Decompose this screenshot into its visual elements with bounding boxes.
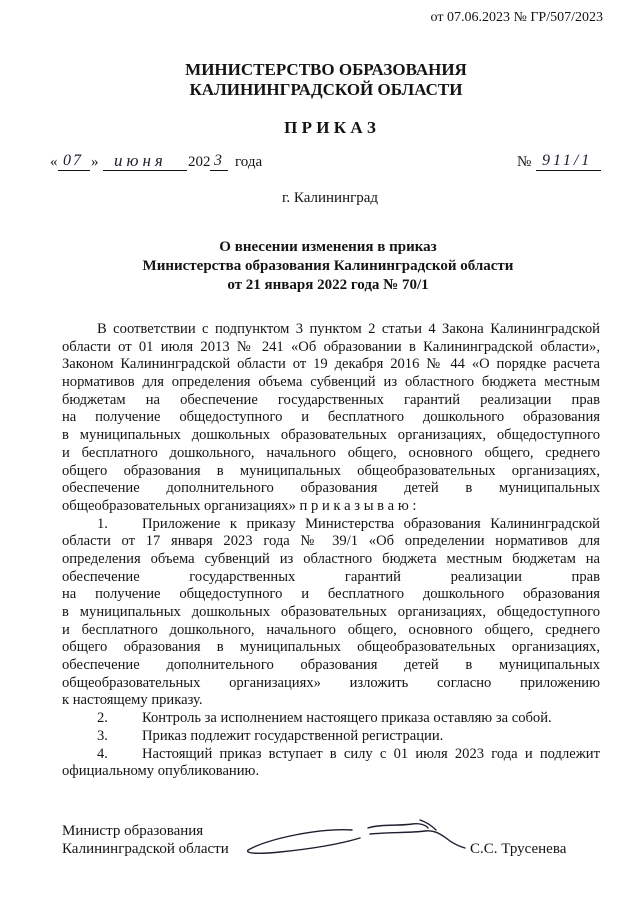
- handwritten-signature: [240, 812, 475, 867]
- preamble-line: общего образования в муниципальных общеобразовательных организациях,: [62, 462, 600, 479]
- preamble-line: обеспечение дополнительного образования детей в муниципальных: [62, 480, 600, 497]
- item-line: обеспечение дополнительного образования детей в муниципальных: [62, 657, 600, 674]
- item-text: Контроль за исполнением настоящего приказа оставляю за собой.: [142, 710, 552, 727]
- order-item: [62, 746, 600, 781]
- date-year-suffix-handwritten: 3: [214, 152, 222, 169]
- item-line: общеобразовательных организациях» изложить согласно приложению: [62, 674, 600, 691]
- fill-in-underline: [58, 170, 90, 171]
- item-text: Настоящий приказ вступает в силу с 01 июля 2023 года и подлежит: [142, 745, 600, 762]
- document-type-heading: П Р И К А З: [284, 118, 376, 137]
- date-close-quote: »: [91, 154, 99, 170]
- title-line: Министерства образования Калининградской области: [142, 258, 514, 274]
- order-item: [62, 516, 600, 711]
- signature-stroke: [368, 824, 428, 828]
- item-line: к настоящему приказу.: [62, 692, 203, 709]
- signature-stroke: [370, 831, 465, 848]
- item-line: общего образования в муниципальных общеобразовательных организациях,: [62, 639, 600, 656]
- item-line: [62, 516, 600, 534]
- item-text: Приказ подлежит государственной регистрации.: [142, 727, 444, 744]
- ministry-header: [50, 60, 602, 100]
- date-open-quote: «: [50, 154, 58, 170]
- document-title: [62, 238, 594, 295]
- item-line: на получение общедоступного и бесплатного дошкольного образования: [62, 586, 600, 603]
- item-number: 4.: [97, 745, 108, 762]
- preamble-line: общеобразовательных организациях» п р и к а з ы в а ю :: [62, 497, 417, 514]
- ministry-name-line-1: МИНИСТЕРСТВО ОБРАЗОВАНИЯ: [185, 60, 467, 79]
- preamble-line: в муниципальных дошкольных образовательных организациях, общедоступного: [62, 427, 600, 444]
- registration-stamp: от 07.06.2023 № ГР/507/2023: [430, 10, 603, 25]
- title-line: О внесении изменения в приказ: [219, 239, 437, 255]
- fill-in-underline: [103, 170, 187, 171]
- title-line: от 21 января 2022 года № 70/1: [227, 277, 429, 293]
- item-line: обеспечение государственных гарантий реализации прав: [62, 568, 600, 585]
- preamble-line: и бесплатного дошкольного, начального общего, основного общего, среднего: [62, 444, 600, 461]
- preamble-line: Законом Калининградской области от 19 декабря 2016 № 44 «О порядке расчета: [62, 356, 600, 373]
- preamble-line: В соответствии с подпунктом 3 пунктом 2 статьи 4 Закона Калининградской: [97, 321, 600, 337]
- item-number: 1.: [97, 515, 108, 532]
- item-line: [62, 746, 600, 764]
- item-line: и бесплатного дошкольного, начального общего, основного общего, среднего: [62, 621, 600, 638]
- item-line: в муниципальных дошкольных образовательных организациях, общедоступного: [62, 604, 600, 620]
- preamble-line: нормативов для определения объема субвенций из областного бюджета местным: [62, 374, 600, 391]
- fill-in-underline: [536, 170, 601, 171]
- date-year-word: года: [235, 154, 263, 170]
- signatory-position-line: Калининградской области: [62, 841, 229, 857]
- signatory-position: [62, 822, 229, 858]
- item-text: Приложение к приказу Министерства образования Калининградской: [142, 515, 600, 532]
- order-item: [62, 710, 600, 728]
- order-number-label: №: [517, 154, 532, 170]
- order-item: [62, 728, 600, 746]
- signatory-position-line: Министр образования: [62, 823, 204, 839]
- preamble-line: бюджетам на обеспечение государственных гарантий реализации прав: [62, 391, 600, 408]
- signature-stroke: [248, 830, 360, 854]
- signatory-name: С.С. Трусенева: [470, 841, 567, 857]
- preamble-line: области от 01 июля 2013 № 241 «Об образовании в Калининградской области»,: [62, 338, 600, 355]
- item-number: 3.: [97, 727, 108, 744]
- fill-in-underline: [210, 170, 228, 171]
- date-line: [0, 153, 640, 175]
- document-body: [62, 321, 600, 781]
- item-number: 2.: [97, 710, 108, 727]
- item-line: области от 17 января 2023 года № 39/1 «Об определении нормативов для: [62, 533, 600, 550]
- preamble-paragraph: [62, 321, 600, 516]
- date-month-handwritten: июня: [114, 151, 167, 170]
- ministry-name-line-2: КАЛИНИНГРАДСКОЙ ОБЛАСТИ: [189, 80, 463, 99]
- item-line: [62, 710, 600, 728]
- order-number-handwritten: 911/1: [542, 152, 593, 169]
- date-day-handwritten: 07: [63, 152, 83, 169]
- date-year-prefix: 202: [188, 154, 211, 170]
- item-line: официальному опубликованию.: [62, 763, 260, 780]
- item-line: [62, 728, 600, 746]
- city-line: г. Калининград: [281, 190, 379, 206]
- item-line: определения объема субвенций из областного бюджета местным бюджетам на: [62, 550, 600, 567]
- preamble-line: на получение общедоступного и бесплатного дошкольного образования: [62, 409, 600, 426]
